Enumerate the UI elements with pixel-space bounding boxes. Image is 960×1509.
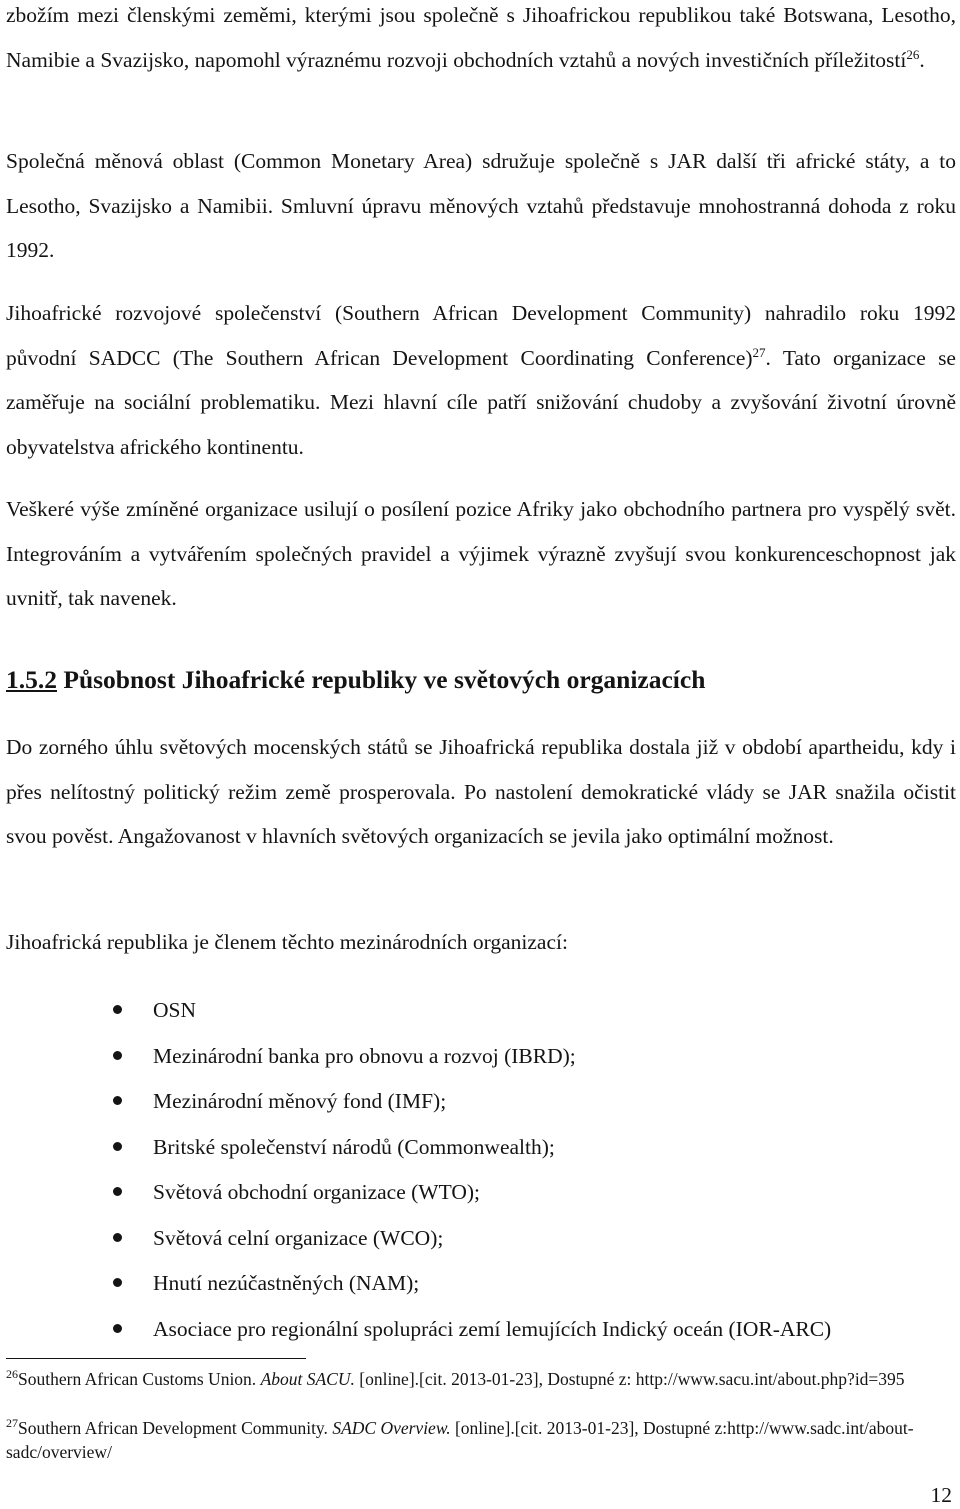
footnote-source[interactable]: [online].[cit. 2013-01-23], Dostupné z: http://www.sacu.int/about.php?id=395 xyxy=(354,1369,905,1389)
paragraph-sadc xyxy=(6,291,956,469)
paragraph-text: Jihoafrická republika je členem těchto mezinárodních organizací: xyxy=(6,930,568,954)
bullet-icon xyxy=(113,1096,122,1105)
footnote-title: About SACU. xyxy=(260,1369,355,1389)
list-item-text: Mezinárodní banka pro obnovu a rozvoj (IBRD); xyxy=(153,1043,576,1068)
bullet-icon xyxy=(113,1278,122,1287)
paragraph-text: Do zorného úhlu světových mocenských států se Jihoafrická republika dostala již v období apartheidu, kdy i přes nelítostný politický režim země prosperovala. Po nastolení demokratické vlády se JAR snažila očistit svou pověst. Angažovanost v hlavních světových organizacích se jevila jako optimální možnost. xyxy=(6,735,956,848)
list-item-text: Britské společenství národů (Commonwealth); xyxy=(153,1134,555,1159)
footnote-number: 27 xyxy=(6,1416,18,1431)
page-number: 12 xyxy=(930,1483,952,1507)
footnote-author: Southern African Development Community. xyxy=(18,1418,333,1438)
paragraph-text: . xyxy=(919,47,925,72)
paragraph-text: Společná měnová oblast (Common Monetary Area) sdružuje společně s JAR další tři africké státy, a to Lesotho, Svazijsko a Namibii. Smluvní úpravu měnových vztahů představuje mnohostranná dohoda z roku 1992. xyxy=(6,149,956,262)
section-number: 1.5.2 xyxy=(6,665,57,694)
paragraph-sacu xyxy=(6,0,956,82)
organizations-list xyxy=(0,988,960,1352)
footnote-27 xyxy=(6,1416,926,1464)
paragraph-apartheid xyxy=(6,725,956,859)
list-item xyxy=(0,1079,960,1125)
paragraph-cma xyxy=(6,139,956,273)
list-item xyxy=(0,1307,960,1353)
paragraph-membership-intro xyxy=(6,920,956,965)
list-item xyxy=(0,1261,960,1307)
paragraph-summary xyxy=(6,487,956,621)
bullet-icon xyxy=(113,1142,122,1151)
footnote-ref-26[interactable]: 26 xyxy=(906,46,920,62)
section-heading xyxy=(6,660,705,700)
paragraph-text: . Tato organizace se zaměřuje na sociální problematiku. Mezi hlavní cíle patří snižování chudoby a zvyšování životní úrovně obyvatelstva afrického kontinentu. xyxy=(6,345,956,459)
footnote-source[interactable]: [online].[cit. 2013-01-23], Dostupné z:http://www.sadc.int/about-sadc/overview/ xyxy=(6,1418,914,1462)
footnote-number: 26 xyxy=(6,1367,18,1382)
list-item xyxy=(0,1170,960,1216)
paragraph-text: Jihoafrické rozvojové společenství (Southern African Development Community) nahradilo roku 1992 původní SADCC (The Southern African Development Coordinating Conference) xyxy=(6,301,956,370)
footnote-separator xyxy=(6,1358,306,1359)
footnote-author: Southern African Customs Union. xyxy=(18,1369,261,1389)
bullet-icon xyxy=(113,1005,122,1014)
footnote-title: SADC Overview. xyxy=(332,1418,451,1438)
bullet-icon xyxy=(113,1233,122,1242)
list-item-text: Hnutí nezúčastněných (NAM); xyxy=(153,1271,420,1295)
list-item-text: Světová celní organizace (WCO); xyxy=(153,1225,444,1250)
footnote-ref-27[interactable]: 27 xyxy=(752,344,766,360)
footnote-26 xyxy=(6,1367,926,1391)
list-item-text: OSN xyxy=(153,998,197,1022)
list-item-text: Světová obchodní organizace (WTO); xyxy=(153,1180,480,1204)
section-title: Působnost Jihoafrické republiky ve světových organizacích xyxy=(63,665,706,694)
bullet-icon xyxy=(113,1051,122,1060)
bullet-icon xyxy=(113,1187,122,1196)
list-item-text: Mezinárodní měnový fond (IMF); xyxy=(153,1089,447,1113)
paragraph-text: zbožím mezi členskými zeměmi, kterými jsou společně s Jihoafrickou republikou také Botswana, Lesotho, Namibie a Svazijsko, napomohl výraznému rozvoji obchodních vztahů a nových investičních příležitostí xyxy=(6,3,956,72)
list-item xyxy=(0,1034,960,1080)
list-item-text: Asociace pro regionální spolupráci zemí lemujících Indický oceán (IOR-ARC) xyxy=(153,1316,832,1341)
list-item xyxy=(0,1125,960,1171)
list-item xyxy=(0,988,960,1034)
bullet-icon xyxy=(113,1324,122,1333)
list-item xyxy=(0,1216,960,1262)
paragraph-text: Veškeré výše zmíněné organizace usilují o posílení pozice Afriky jako obchodního partnera pro vyspělý svět. Integrováním a vytvářením společných pravidel a výjimek výrazně zvyšují svou konkurenceschopnost jak uvnitř, tak navenek. xyxy=(6,497,956,610)
